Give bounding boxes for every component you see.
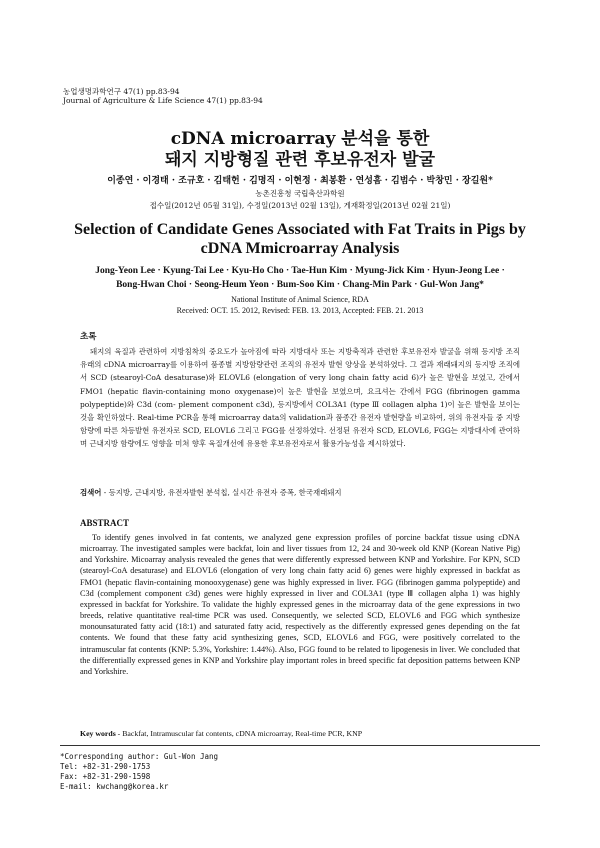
korean-title-line-1: cDNA microarray 분석을 통한 (170, 129, 430, 149)
korean-title-line-2: 돼지 지방형질 관련 후보유전자 발굴 (164, 150, 435, 170)
korean-keywords-label: 검색어 (80, 488, 102, 497)
footnote-divider (60, 745, 540, 746)
korean-abstract-heading: 초록 (80, 332, 97, 342)
journal-citation-korean: 농업생명과학연구 47(1) pp.83-94 (63, 87, 180, 96)
english-abstract-body: To identify genes involved in fat contents, we analyzed gene expression profiles of porcine backfat tissue using cDNA microarray. The investigated samples were backfat, loin and liver tissues from 12, 24 and 30-week old KNP (Korean Native Pig) and Yorkshire. Micoarray analysis revealed the genes that were differently expressed between KNP and Yorkshire. For KPN, SCD (stearoyl-CoA desaturase) and ELOVL6 (elongation of very long chain fatty acid 6) genes were highly expressed in backfat as FMO1 (hepatic flavin-containing monooxygenase) gene was highly expressed in liver. FGG (fibrinogen gamma polypeptide) and C3d (complement component c3d) genes were highly expressed in liver and COL3A1 (type Ⅲ collagen alpha 1) was highly expressed in backfat for Yorkshire. To validate the highly expressed genes in the microarray data of the gene expressions in two breeds, relative quantitative real-time PCR was used. Consequently, we selected SCD, ELOVL6 and FGG which synthesize monounsaturated fatty acid (18:1) and saturated fatty acid, respectively as the differently expressed genes depending on the fat contents. We found that these fatty acid synthesizing genes, SCD, ELOVL6 and FGG, were positively correlated to the intramuscular fat contents (KNP: 5.3%, Yorkshire: 1.44%). Also, FGG found to be related to lipogenesis in liver. We concluded that the differentially expressed genes in KNP and Yorkshire play important roles in breed specific fat deposition patterns between KNP and Yorkshire. (80, 533, 520, 676)
english-affiliation: National Institute of Animal Science, RDA (231, 295, 369, 304)
english-authors-line-1: Jong-Yeon Lee · Kyung-Tai Lee · Kyu-Ho Cho · Tae-Hun Kim · Myung-Jick Kim · Hyun-Jeong Lee · (95, 266, 505, 276)
author-fax: Fax: +82-31-290-1598 (60, 772, 151, 781)
english-abstract-heading: ABSTRACT (80, 518, 130, 528)
korean-keywords-list: - 등지방, 근내지방, 유전자발현 분석칩, 실시간 유전자 증폭, 한국재래돼지 (101, 488, 342, 497)
korean-authors: 이종연 · 이경태 · 조규호 · 김태헌 · 김명직 · 이현정 · 최봉환 · 연성흠 · 김범수 · 박창민 · 장길원* (107, 176, 493, 186)
korean-dates: 접수일(2012년 05월 31일), 수정일(2013년 02월 13일), 게재확정일(2013년 02월 21일) (149, 201, 451, 210)
korean-abstract-body: 돼지의 육질과 관련하여 지방침착의 중요도가 높아짐에 따라 지방대사 또는 지방축적과 관련한 후보유전자 발굴을 위해 등지방 조직 유래의 cDNA microarray를 이용하여 품종별 지방함량관련 조직의 유전자 발현 양상을 분석하였다. 그 결과 재래돼지의 등지방 조직에서 SCD (stearoyl-CoA desaturase)와 ELOVL6 (elongation of very long chain fatty acid 6)가 높은 발현을 보였고, 간에서 FMO1 (hepatic flavin-containing mono oxygenase)이 높은 발현을 보였으며, 요크셔는 간에서 FGG (fibrinogen gamma polypeptide)와 C3d (com- plement component c3d), 등지방에서 COL3A1 (type Ⅲ collagen alpha 1)이 높은 발현을 보이는 것을 확인하였다. Real-time PCR을 통해 microarray data의 validation과 품종간 유전자 발현량을 비교하여, 위의 유전자들 중 지방함량에 따른 차등발현 유전자로 SCD, ELOVL6 그리고 FGG를 선정하였다. 선정된 유전자 SCD, ELOVL6, FGG는 지방대사에 관여하며 근내지방 함량에도 영향을 미쳐 향후 육질개선에 유용한 후보유전자로서 활용가능성을 제시하였다. (80, 347, 520, 449)
english-keywords-label: Key words (80, 729, 116, 738)
korean-affiliation: 농촌진흥청 국립축산과학원 (255, 189, 345, 198)
author-email: E-mail: kwchang@korea.kr (60, 782, 169, 791)
author-tel: Tel: +82-31-290-1753 (60, 762, 151, 771)
english-authors-line-2: Bong-Hwan Choi · Seong-Heum Yeon · Bum-Soo Kim · Chang-Min Park · Gul-Won Jang* (116, 280, 484, 290)
english-keywords (80, 729, 520, 739)
english-title-line-2: cDNA Mmicroarray Analysis (200, 240, 400, 257)
english-dates: Received: OCT. 15. 2012, Revised: FEB. 13. 2013, Accepted: FEB. 21. 2013 (176, 306, 424, 315)
english-keywords-list: - Backfat, Intramuscular fat contents, cDNA microarray, Real-time PCR, KNP (115, 729, 363, 738)
english-title-line-1: Selection of Candidate Genes Associated with Fat Traits in Pigs by (74, 221, 526, 238)
corresponding-author: *Corresponding author: Gul-Won Jang (60, 752, 219, 761)
journal-citation-english: Journal of Agriculture & Life Science 47(1) pp.83-94 (63, 96, 263, 105)
korean-keywords (80, 488, 520, 498)
